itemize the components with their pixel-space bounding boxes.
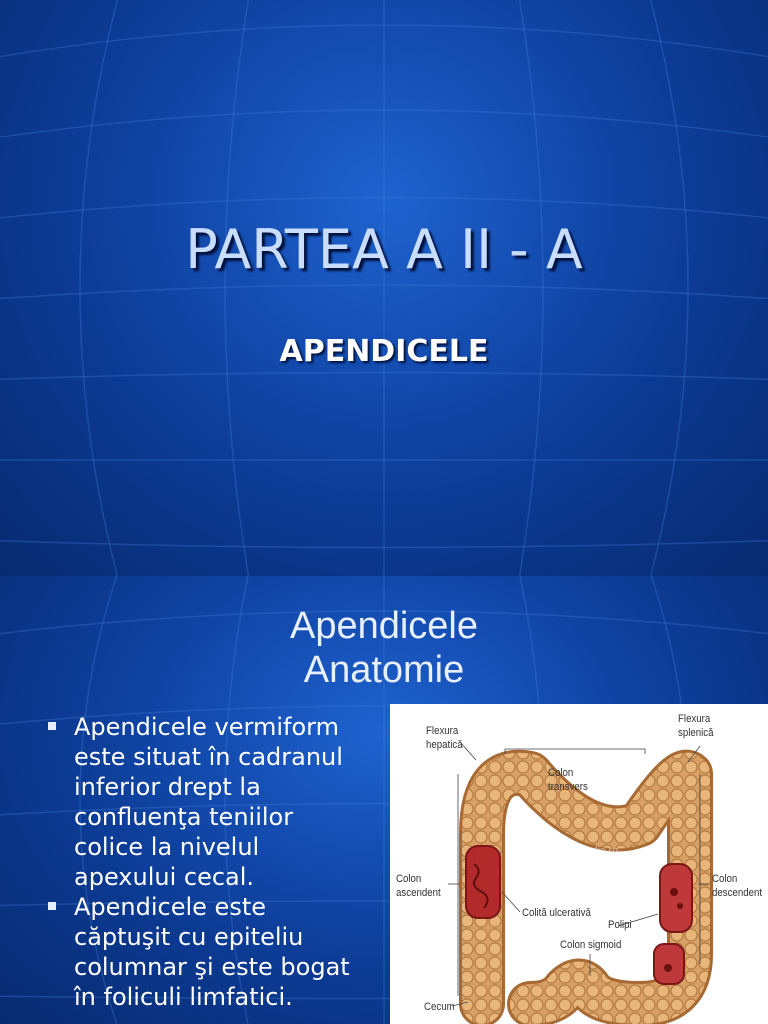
label-colon-transvers: Colon transvers (548, 767, 588, 793)
content-slide (0, 576, 768, 1024)
slide-subtitle: APENDICELE (279, 334, 489, 369)
ulcerative-colitis-area (466, 846, 500, 918)
svg-text:www.romedic.ro: www.romedic.ro (540, 845, 619, 857)
label-flexura-hepatica: Flexura hepatică (426, 725, 463, 751)
bullet-item: Apendicele vermiform este situat în cadranul inferior drept la confluenţa teniilor colice la nivelul apexului cecal. (44, 712, 384, 892)
label-colita-ulcerativa: Colită ulcerativă (522, 907, 591, 919)
label-colon-ascendent: Colon ascendent (396, 873, 441, 899)
bullet-list (44, 712, 384, 1012)
label-colon-sigmoid: Colon sigmoid (560, 939, 622, 951)
label-colon-descendent: Colon descendent (712, 873, 763, 899)
colon-drawing (390, 704, 768, 1024)
label-cecum: Cecum (424, 1001, 455, 1013)
label-flexura-splenica: Flexura splenică (678, 713, 714, 739)
title-line-2: Anatomie (303, 649, 465, 691)
slide-title: PARTEA A II - A (185, 218, 583, 281)
label-polipi: Polipi (608, 919, 632, 931)
polyp-area (660, 864, 692, 932)
slide-title (0, 604, 768, 692)
square-bullet-icon (48, 722, 56, 730)
colon-anatomy-illustration (390, 704, 768, 1024)
title-line-1: Apendicele (289, 605, 479, 647)
square-bullet-icon (48, 902, 56, 910)
bullet-item: Apendicele este căptuşit cu epiteliu columnar şi este bogat în foliculi limfatici. (44, 892, 384, 1012)
